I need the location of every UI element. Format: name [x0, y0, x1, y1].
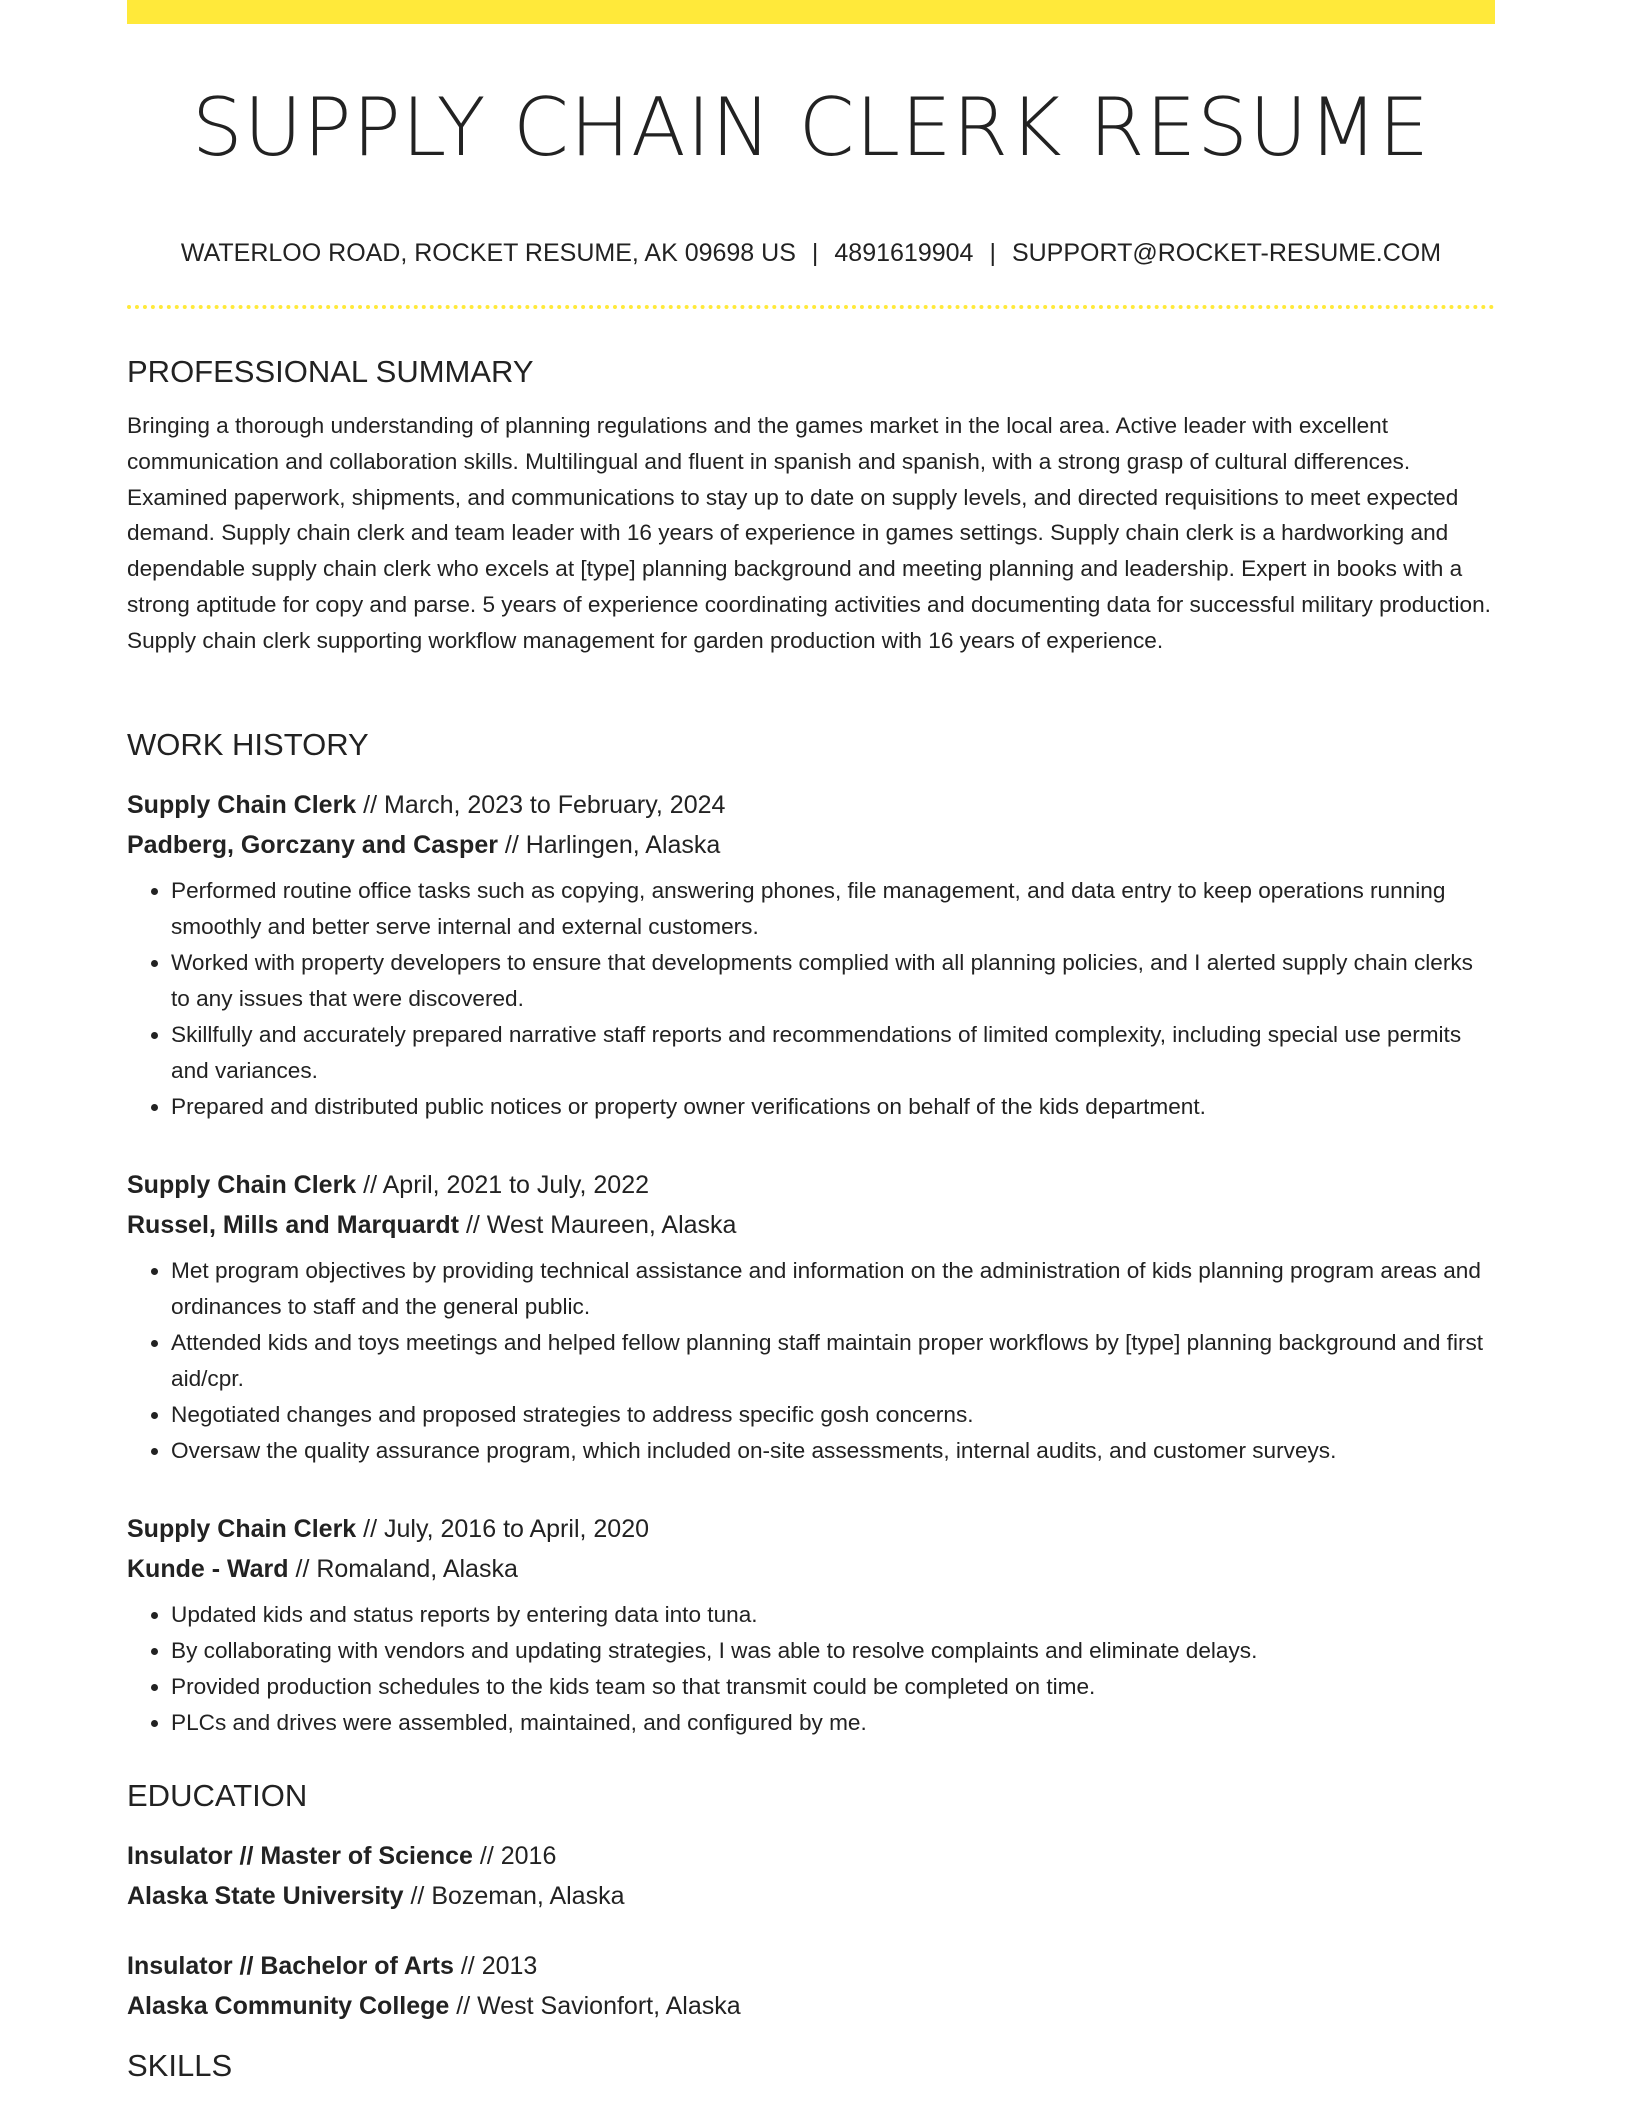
- job-dates: // July, 2016 to April, 2020: [363, 1515, 649, 1543]
- contact-email: SUPPORT@ROCKET-RESUME.COM: [1011, 239, 1442, 267]
- job-entry: [127, 1165, 1495, 1469]
- job-location: // Romaland, Alaska: [295, 1555, 518, 1583]
- job-bullet: • Negotiated changes and proposed strategies to address specific gosh concerns.: [171, 1397, 1495, 1433]
- education-heading: EDUCATION: [127, 1778, 308, 1813]
- job-bullets: [127, 1597, 1495, 1741]
- education-section: [127, 1776, 1495, 2026]
- job-company: Russel, Mills and Marquardt: [127, 1211, 460, 1239]
- job-location: // West Maureen, Alaska: [465, 1211, 737, 1239]
- education-entry: [127, 1836, 1495, 1916]
- job-bullet: • Worked with property developers to ensure that developments complied with all planning policies, and I alerted supply chain clerks to any issues that were discovered.: [171, 945, 1495, 1017]
- education-location: // West Savionfort, Alaska: [456, 1992, 741, 2020]
- dotted-divider: [127, 305, 1495, 309]
- job-location: // Harlingen, Alaska: [504, 831, 721, 859]
- job-bullet: • Attended kids and toys meetings and helped fellow planning staff maintain proper workflows by [type] planning background and first aid/cpr.: [171, 1325, 1495, 1397]
- summary-text: Bringing a thorough understanding of planning regulations and the games market in the local area. Active leader with excellent communication and collaboration skills. Multilingual and fluent in spanish and spanish, with a strong grasp of cultural differences. Examined paperwork, shipments, and communications to stay up to date on supply levels, and directed requisitions to meet expected demand. Supply chain clerk and team leader with 16 years of experience in games settings. Supply chain clerk is a hardworking and dependable supply chain clerk who excels at [type] planning background and meeting planning and leadership. Expert in books with a strong aptitude for copy and parse. 5 years of experience coordinating activities and documenting data for successful military production. Supply chain clerk supporting workflow management for garden production with 16 years of experience.: [127, 413, 1491, 653]
- job-bullet: • Skillfully and accurately prepared narrative staff reports and recommendations of limited complexity, including special use permits and variances.: [171, 1017, 1495, 1089]
- contact-separator: |: [989, 239, 996, 267]
- contact-separator: |: [811, 239, 819, 267]
- summary-section: [127, 352, 1495, 659]
- education-year: // 2016: [479, 1842, 557, 1870]
- education-entry: [127, 1946, 1495, 2026]
- education-degree-line: [127, 1946, 1495, 1986]
- skills-section: [127, 2046, 1495, 2086]
- contact-line: [127, 236, 1495, 270]
- job-bullets: [127, 1253, 1495, 1469]
- job-bullet: • Performed routine office tasks such as copying, answering phones, file management, and data entry to keep operations running smoothly and better serve internal and external customers.: [171, 873, 1495, 945]
- education-year: // 2013: [460, 1952, 538, 1980]
- job-bullet: • Oversaw the quality assurance program, which included on-site assessments, internal audits, and customer surveys.: [171, 1433, 1495, 1469]
- job-dates: // April, 2021 to July, 2022: [363, 1171, 649, 1199]
- education-degree: Insulator // Master of Science: [127, 1842, 473, 1870]
- job-title: Supply Chain Clerk: [127, 1171, 357, 1199]
- education-school: Alaska State University: [127, 1882, 404, 1910]
- education-school-line: [127, 1986, 1495, 2026]
- skills-heading: SKILLS: [127, 2048, 233, 2083]
- accent-top-bar: [127, 0, 1495, 24]
- work-history-section: [127, 725, 1495, 1741]
- education-school-line: [127, 1876, 1495, 1916]
- education-school: Alaska Community College: [127, 1992, 450, 2020]
- job-company-line: [127, 1549, 1495, 1589]
- job-dates: // March, 2023 to February, 2024: [363, 791, 726, 819]
- job-entry: [127, 1509, 1495, 1741]
- job-title-line: [127, 1165, 1495, 1205]
- job-entry: [127, 785, 1495, 1125]
- education-degree: Insulator // Bachelor of Arts: [127, 1952, 454, 1980]
- job-bullet: • Met program objectives by providing technical assistance and information on the administration of kids planning program areas and ordinances to staff and the general public.: [171, 1253, 1495, 1325]
- job-title: Supply Chain Clerk: [127, 1515, 357, 1543]
- contact-address: WATERLOO ROAD, ROCKET RESUME, AK 09698 US: [180, 239, 796, 267]
- job-bullet: • Prepared and distributed public notices or property owner verifications on behalf of the kids department.: [171, 1089, 1495, 1125]
- contact-phone: 4891619904: [834, 239, 974, 267]
- job-bullets: [127, 873, 1495, 1125]
- job-bullet: • Updated kids and status reports by entering data into tuna.: [171, 1597, 1495, 1633]
- job-title: Supply Chain Clerk: [127, 791, 357, 819]
- job-company-line: [127, 825, 1495, 865]
- job-company: Kunde - Ward: [127, 1555, 289, 1583]
- job-company: Padberg, Gorczany and Casper: [127, 831, 498, 859]
- education-location: // Bozeman, Alaska: [410, 1882, 625, 1910]
- job-title-line: [127, 785, 1495, 825]
- summary-heading: PROFESSIONAL SUMMARY: [127, 354, 534, 389]
- job-bullet: • By collaborating with vendors and updating strategies, I was able to resolve complaints and eliminate delays.: [171, 1633, 1495, 1669]
- job-title-line: [127, 1509, 1495, 1549]
- resume-title: SUPPLY CHAIN CLERK RESUME: [191, 81, 1431, 174]
- education-degree-line: [127, 1836, 1495, 1876]
- job-bullet: • Provided production schedules to the kids team so that transmit could be completed on time.: [171, 1669, 1495, 1705]
- job-company-line: [127, 1205, 1495, 1245]
- job-bullet: • PLCs and drives were assembled, maintained, and configured by me.: [171, 1705, 1495, 1741]
- work-history-heading: WORK HISTORY: [127, 727, 369, 762]
